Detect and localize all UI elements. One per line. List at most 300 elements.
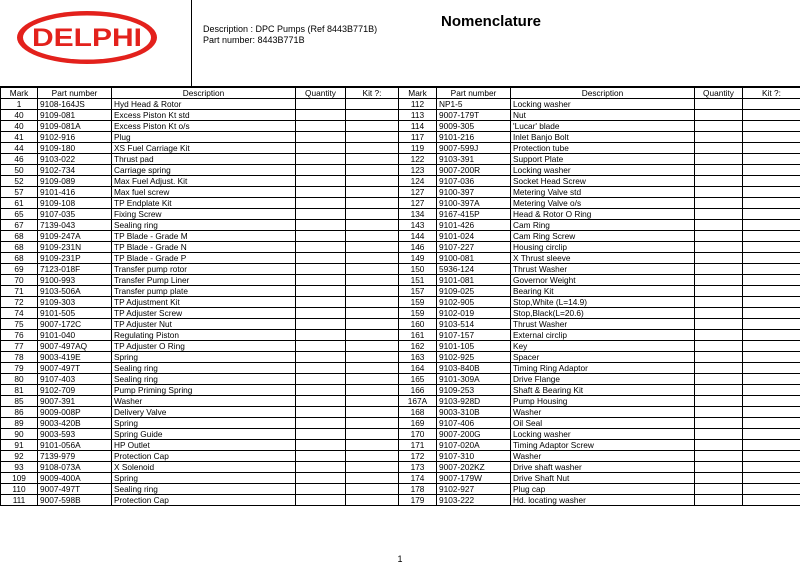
description-cell: X Thrust sleeve — [511, 253, 695, 264]
quantity-cell — [695, 198, 743, 209]
mark-cell: 93 — [1, 462, 38, 473]
table-header-row — [1, 88, 800, 99]
kit-cell — [743, 176, 800, 187]
logo-wordmark: DELPHI — [32, 24, 142, 52]
column-header: Quantity — [296, 88, 346, 99]
quantity-cell — [695, 308, 743, 319]
kit-cell — [743, 407, 800, 418]
kit-cell — [346, 473, 399, 484]
description-cell: Locking washer — [511, 429, 695, 440]
quantity-cell — [296, 165, 346, 176]
part-number-cell: 9007-200G — [437, 429, 511, 440]
description-cell: Drive Shaft Nut — [511, 473, 695, 484]
mark-cell: 113 — [399, 110, 437, 121]
kit-cell — [743, 495, 800, 506]
part-number-cell: 9102-734 — [38, 165, 112, 176]
mark-cell: 71 — [1, 286, 38, 297]
kit-cell — [743, 341, 800, 352]
description-cell: Max fuel screw — [112, 187, 296, 198]
quantity-cell — [296, 308, 346, 319]
description-cell: Thrust Washer — [511, 264, 695, 275]
kit-cell — [346, 363, 399, 374]
description-cell: Housing circlip — [511, 242, 695, 253]
part-number-cell: 9109-247A — [38, 231, 112, 242]
description-cell: Spacer — [511, 352, 695, 363]
part-number-cell: 9109-180 — [38, 143, 112, 154]
mark-cell: 79 — [1, 363, 38, 374]
mark-cell: 90 — [1, 429, 38, 440]
quantity-cell — [296, 440, 346, 451]
kit-cell — [743, 132, 800, 143]
kit-cell — [743, 462, 800, 473]
mark-cell: 69 — [1, 264, 38, 275]
description-cell: TP Blade - Grade M — [112, 231, 296, 242]
part-number-cell: 9003-310B — [437, 407, 511, 418]
mark-cell: 160 — [399, 319, 437, 330]
quantity-cell — [296, 341, 346, 352]
description-cell: Key — [511, 341, 695, 352]
column-header: Description — [112, 88, 296, 99]
description-cell: Oil Seal — [511, 418, 695, 429]
mark-cell: 78 — [1, 352, 38, 363]
kit-cell — [743, 143, 800, 154]
kit-cell — [346, 121, 399, 132]
part-number-cell: 9103-222 — [437, 495, 511, 506]
kit-cell — [743, 286, 800, 297]
description-cell: Spring — [112, 473, 296, 484]
part-number-cell: 9101-056A — [38, 440, 112, 451]
description-cell: Bearing Kit — [511, 286, 695, 297]
kit-cell — [743, 418, 800, 429]
part-number-cell: 9103-506A — [38, 286, 112, 297]
mark-cell: 157 — [399, 286, 437, 297]
quantity-cell — [695, 143, 743, 154]
table-row — [1, 121, 800, 132]
kit-cell — [346, 495, 399, 506]
quantity-cell — [695, 440, 743, 451]
quantity-cell — [695, 451, 743, 462]
table-row — [1, 319, 800, 330]
mark-cell: 166 — [399, 385, 437, 396]
part-number-cell: 9007-391 — [38, 396, 112, 407]
table-body — [1, 99, 800, 506]
description-cell: HP Outlet — [112, 440, 296, 451]
quantity-cell — [695, 462, 743, 473]
part-number-cell: 9009-305 — [437, 121, 511, 132]
quantity-cell — [695, 121, 743, 132]
mark-cell: 70 — [1, 275, 38, 286]
description-cell: Locking washer — [511, 165, 695, 176]
part-number-cell: 9003-593 — [38, 429, 112, 440]
description-cell: Sealing ring — [112, 484, 296, 495]
mark-cell: 143 — [399, 220, 437, 231]
kit-cell — [346, 297, 399, 308]
part-number-cell: 9007-179T — [437, 110, 511, 121]
mark-cell: 151 — [399, 275, 437, 286]
kit-cell — [743, 352, 800, 363]
table-row — [1, 286, 800, 297]
mark-cell: 168 — [399, 407, 437, 418]
table-row — [1, 165, 800, 176]
description-cell: Transfer pump plate — [112, 286, 296, 297]
table-row — [1, 308, 800, 319]
kit-cell — [743, 396, 800, 407]
mark-cell: 61 — [1, 198, 38, 209]
part-number-cell: 9007-497AQ — [38, 341, 112, 352]
mark-cell: 172 — [399, 451, 437, 462]
kit-cell — [743, 451, 800, 462]
quantity-cell — [695, 286, 743, 297]
part-number-cell: 9009-400A — [38, 473, 112, 484]
description-cell: 'Lucar' blade — [511, 121, 695, 132]
table-row — [1, 220, 800, 231]
quantity-cell — [695, 187, 743, 198]
quantity-cell — [695, 154, 743, 165]
mark-cell: 52 — [1, 176, 38, 187]
description-cell: Timing Ring Adaptor — [511, 363, 695, 374]
description-cell: Washer — [511, 451, 695, 462]
quantity-cell — [296, 418, 346, 429]
description-cell: Plug cap — [511, 484, 695, 495]
part-number-cell: 9007-172C — [38, 319, 112, 330]
description-cell: XS Fuel Carriage Kit — [112, 143, 296, 154]
quantity-cell — [695, 231, 743, 242]
mark-cell: 92 — [1, 451, 38, 462]
mark-cell: 89 — [1, 418, 38, 429]
description-cell: Sealing ring — [112, 220, 296, 231]
quantity-cell — [296, 396, 346, 407]
kit-cell — [346, 187, 399, 198]
quantity-cell — [296, 319, 346, 330]
mark-cell: 86 — [1, 407, 38, 418]
table-row — [1, 110, 800, 121]
part-number-cell: 9109-231P — [38, 253, 112, 264]
part-number-cell: 9101-309A — [437, 374, 511, 385]
description-cell: Cam Ring — [511, 220, 695, 231]
description-cell: Drive Flange — [511, 374, 695, 385]
mark-cell: 85 — [1, 396, 38, 407]
column-header: Kit ?: — [346, 88, 399, 99]
delphi-logo — [16, 10, 158, 65]
table-row — [1, 418, 800, 429]
kit-cell — [743, 264, 800, 275]
description-cell: Governor Weight — [511, 275, 695, 286]
table-row — [1, 187, 800, 198]
mark-cell: 75 — [1, 319, 38, 330]
kit-cell — [743, 220, 800, 231]
quantity-cell — [695, 264, 743, 275]
quantity-cell — [296, 429, 346, 440]
quantity-cell — [296, 187, 346, 198]
mark-cell: 112 — [399, 99, 437, 110]
description-cell: TP Blade - Grade N — [112, 242, 296, 253]
description-cell: Spring — [112, 418, 296, 429]
mark-cell: 134 — [399, 209, 437, 220]
column-header: Mark — [1, 88, 38, 99]
table-row — [1, 275, 800, 286]
table-row — [1, 385, 800, 396]
quantity-cell — [296, 407, 346, 418]
kit-cell — [743, 231, 800, 242]
part-number-cell: 9109-089 — [38, 176, 112, 187]
kit-cell — [743, 363, 800, 374]
table-row — [1, 176, 800, 187]
kit-cell — [346, 286, 399, 297]
quantity-cell — [296, 121, 346, 132]
part-number-cell: 9103-391 — [437, 154, 511, 165]
table-row — [1, 341, 800, 352]
description-cell: Drive shaft washer — [511, 462, 695, 473]
mark-cell: 110 — [1, 484, 38, 495]
quantity-cell — [296, 132, 346, 143]
quantity-cell — [296, 143, 346, 154]
quantity-cell — [695, 220, 743, 231]
quantity-cell — [695, 341, 743, 352]
kit-cell — [346, 231, 399, 242]
part-number-cell: 9109-025 — [437, 286, 511, 297]
mark-cell: 173 — [399, 462, 437, 473]
document-header — [0, 0, 800, 87]
mark-cell: 109 — [1, 473, 38, 484]
mark-cell: 76 — [1, 330, 38, 341]
description-cell: Hyd Head & Rotor — [112, 99, 296, 110]
table-row — [1, 242, 800, 253]
kit-cell — [346, 220, 399, 231]
description-cell: Metering Valve o/s — [511, 198, 695, 209]
mark-cell: 74 — [1, 308, 38, 319]
quantity-cell — [695, 352, 743, 363]
mark-cell: 124 — [399, 176, 437, 187]
part-number-cell: 9107-157 — [437, 330, 511, 341]
kit-cell — [743, 440, 800, 451]
mark-cell: 167A — [399, 396, 437, 407]
quantity-cell — [695, 319, 743, 330]
description-cell: Excess Piston Kt o/s — [112, 121, 296, 132]
quantity-cell — [296, 385, 346, 396]
description-cell: Sealing ring — [112, 363, 296, 374]
quantity-cell — [695, 209, 743, 220]
kit-cell — [743, 154, 800, 165]
table-row — [1, 143, 800, 154]
table-row — [1, 198, 800, 209]
kit-cell — [346, 385, 399, 396]
description-cell: Sealing ring — [112, 374, 296, 385]
mark-cell: 164 — [399, 363, 437, 374]
description-cell: Locking washer — [511, 99, 695, 110]
description-cell: Timing Adaptor Screw — [511, 440, 695, 451]
quantity-cell — [695, 330, 743, 341]
kit-cell — [346, 308, 399, 319]
kit-cell — [743, 99, 800, 110]
kit-cell — [346, 451, 399, 462]
mark-cell: 68 — [1, 231, 38, 242]
description-cell: Thrust pad — [112, 154, 296, 165]
mark-cell: 119 — [399, 143, 437, 154]
mark-cell: 41 — [1, 132, 38, 143]
mark-cell: 146 — [399, 242, 437, 253]
part-number-cell: 9101-081 — [437, 275, 511, 286]
parts-table — [0, 87, 800, 506]
kit-cell — [346, 440, 399, 451]
quantity-cell — [296, 220, 346, 231]
mark-cell: 1 — [1, 99, 38, 110]
description-cell: Socket Head Screw — [511, 176, 695, 187]
quantity-cell — [296, 374, 346, 385]
quantity-cell — [296, 231, 346, 242]
part-number-cell: 9109-081 — [38, 110, 112, 121]
part-number-cell: 9103-022 — [38, 154, 112, 165]
kit-cell — [743, 198, 800, 209]
description-cell: Max Fuel Adjust. Kit — [112, 176, 296, 187]
mark-cell: 68 — [1, 253, 38, 264]
mark-cell: 67 — [1, 220, 38, 231]
quantity-cell — [296, 484, 346, 495]
table-row — [1, 132, 800, 143]
part-number-cell: 9109-108 — [38, 198, 112, 209]
part-number-cell: 9101-105 — [437, 341, 511, 352]
part-number-cell: 9107-227 — [437, 242, 511, 253]
description-cell: Carriage spring — [112, 165, 296, 176]
kit-cell — [743, 253, 800, 264]
part-number-cell: 9107-403 — [38, 374, 112, 385]
description-cell: Plug — [112, 132, 296, 143]
quantity-cell — [695, 374, 743, 385]
part-number-cell: 9100-397A — [437, 198, 511, 209]
kit-cell — [743, 110, 800, 121]
kit-cell — [346, 198, 399, 209]
quantity-cell — [296, 176, 346, 187]
table-row — [1, 297, 800, 308]
quantity-cell — [296, 462, 346, 473]
part-number-cell: 9101-426 — [437, 220, 511, 231]
quantity-cell — [695, 385, 743, 396]
part-number-cell: 9009-008P — [38, 407, 112, 418]
mark-cell: 68 — [1, 242, 38, 253]
mark-cell: 159 — [399, 308, 437, 319]
column-header: Mark — [399, 88, 437, 99]
part-number-cell: 9109-081A — [38, 121, 112, 132]
quantity-cell — [296, 330, 346, 341]
quantity-cell — [296, 286, 346, 297]
kit-cell — [346, 407, 399, 418]
kit-cell — [743, 473, 800, 484]
mark-cell: 50 — [1, 165, 38, 176]
mark-cell: 123 — [399, 165, 437, 176]
kit-cell — [346, 242, 399, 253]
quantity-cell — [695, 495, 743, 506]
column-header: Part number — [38, 88, 112, 99]
quantity-cell — [296, 154, 346, 165]
mark-cell: 163 — [399, 352, 437, 363]
kit-cell — [346, 253, 399, 264]
part-number-cell: 9108-073A — [38, 462, 112, 473]
description-cell: TP Adjustment Kit — [112, 297, 296, 308]
mark-cell: 149 — [399, 253, 437, 264]
kit-cell — [743, 429, 800, 440]
table-row — [1, 407, 800, 418]
part-number-cell: 9101-216 — [437, 132, 511, 143]
kit-cell — [743, 319, 800, 330]
table-row — [1, 154, 800, 165]
kit-cell — [346, 330, 399, 341]
kit-cell — [743, 187, 800, 198]
kit-cell — [743, 275, 800, 286]
kit-cell — [743, 121, 800, 132]
quantity-cell — [296, 209, 346, 220]
mark-cell: 159 — [399, 297, 437, 308]
part-number-cell: 9007-497T — [38, 363, 112, 374]
mark-cell: 144 — [399, 231, 437, 242]
part-number-cell: 9102-927 — [437, 484, 511, 495]
part-number-cell: 9103-928D — [437, 396, 511, 407]
quantity-cell — [296, 253, 346, 264]
description-cell: Protection tube — [511, 143, 695, 154]
description-cell: Protection Cap — [112, 495, 296, 506]
description-cell: Excess Piston Kt std — [112, 110, 296, 121]
part-number-cell: 9003-420B — [38, 418, 112, 429]
kit-cell — [346, 341, 399, 352]
column-header: Description — [511, 88, 695, 99]
mark-cell: 174 — [399, 473, 437, 484]
kit-cell — [743, 308, 800, 319]
page-title: Nomenclature — [441, 13, 542, 30]
quantity-cell — [695, 297, 743, 308]
table-row — [1, 440, 800, 451]
part-number-cell: 7123-018F — [38, 264, 112, 275]
table-row — [1, 484, 800, 495]
description-cell: TP Adjuster Nut — [112, 319, 296, 330]
kit-cell — [743, 297, 800, 308]
kit-cell — [346, 209, 399, 220]
mark-cell: 169 — [399, 418, 437, 429]
column-header: Kit ?: — [743, 88, 800, 99]
description-cell: Head & Rotor O Ring — [511, 209, 695, 220]
description-cell: Pump Housing — [511, 396, 695, 407]
part-number-cell: 9007-497T — [38, 484, 112, 495]
table-row — [1, 264, 800, 275]
description-cell: Protection Cap — [112, 451, 296, 462]
table-row — [1, 462, 800, 473]
description-cell: Regulating Piston — [112, 330, 296, 341]
kit-cell — [346, 352, 399, 363]
quantity-cell — [695, 396, 743, 407]
kit-cell — [346, 374, 399, 385]
mark-cell: 57 — [1, 187, 38, 198]
description-cell: TP Endplate Kit — [112, 198, 296, 209]
quantity-cell — [296, 451, 346, 462]
kit-cell — [743, 374, 800, 385]
description-cell: Inlet Banjo Bolt — [511, 132, 695, 143]
description-cell: Support Plate — [511, 154, 695, 165]
part-number-cell: 9102-709 — [38, 385, 112, 396]
part-number-cell: 9109-231N — [38, 242, 112, 253]
part-number-cell: 9102-019 — [437, 308, 511, 319]
mark-cell: 46 — [1, 154, 38, 165]
description-cell: Shaft & Bearing Kit — [511, 385, 695, 396]
table-row — [1, 253, 800, 264]
table-row — [1, 363, 800, 374]
kit-cell — [346, 264, 399, 275]
part-number-cell: 9003-419E — [38, 352, 112, 363]
part-number-cell: 9107-406 — [437, 418, 511, 429]
description-cell: Washer — [511, 407, 695, 418]
description-cell: Metering Valve std — [511, 187, 695, 198]
description-cell: Thrust Washer — [511, 319, 695, 330]
description-cell: Spring — [112, 352, 296, 363]
mark-cell: 77 — [1, 341, 38, 352]
kit-cell — [346, 143, 399, 154]
mark-cell: 114 — [399, 121, 437, 132]
